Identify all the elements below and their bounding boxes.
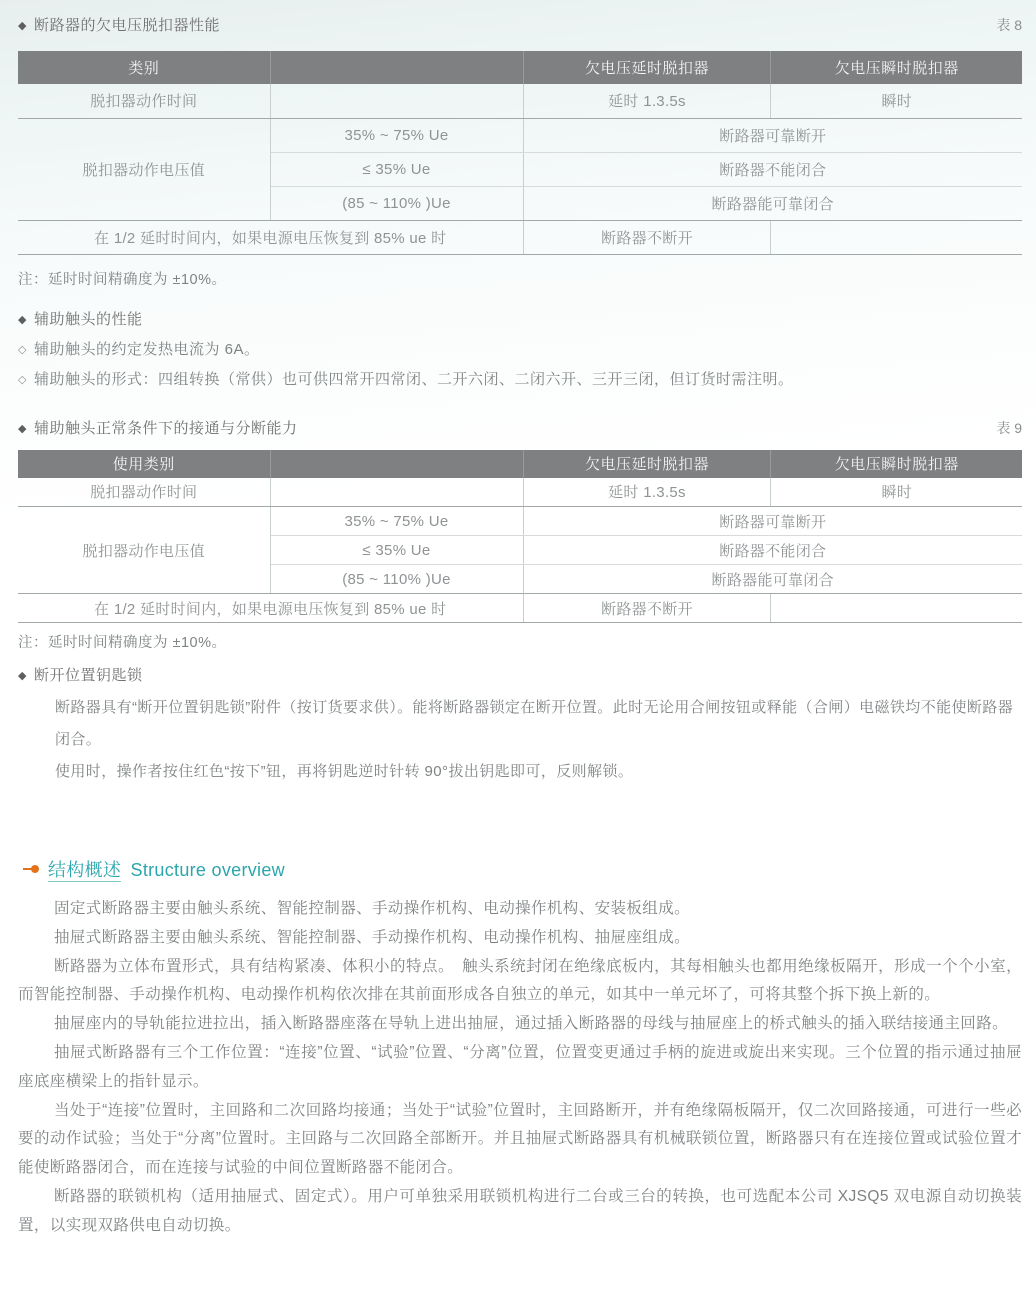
structure-paragraph: 抽屉式断路器有三个工作位置：“连接”位置、“试验”位置、“分离”位置，位置变更通过手柄的旋进或旋出来实现。三个位置的指示通过抽屉座底座横梁上的指针显示。: [18, 1043, 1022, 1090]
diamond-bullet-icon: ◆: [18, 313, 27, 326]
cell-action-time-label: 脱扣器动作时间: [18, 84, 270, 118]
table-row: [18, 594, 1022, 623]
keylock-body: [55, 692, 1022, 788]
cell-v3-condition: (85 ~ 110% )Ue: [270, 186, 523, 220]
cell-v3-result: 断路器能可靠闭合: [523, 186, 1022, 220]
section-undervoltage-title-row: [18, 14, 1022, 35]
section-undervoltage-title: [18, 14, 220, 35]
section-keylock-title: [18, 664, 1022, 685]
diamond-bullet-icon: ◆: [18, 422, 27, 435]
table-row: [18, 507, 1022, 536]
open-diamond-bullet-icon: ◇: [18, 373, 27, 386]
table9-note: 注：延时时间精确度为 ±10%。: [18, 635, 227, 651]
keylock-paragraph: 断路器具有“断开位置钥匙锁”附件（按订货要求供）。能将断路器锁定在断开位置。此时无论用合闸按钮或释能（合闸）电磁铁均不能使断路器闭合。: [55, 699, 1014, 748]
structure-title-zh: 结构概述: [48, 860, 122, 880]
aux-item-text: 辅助触头的约定发热电流为 6A。: [33, 340, 260, 358]
structure-overview-title: [48, 856, 285, 882]
cell-recover-label: 在 1/2 延时时间内，如果电源电压恢复到 85% ue 时: [18, 594, 523, 623]
structure-paragraph: 断路器的联锁机构（适用抽屉式、固定式）。用户可单独采用联锁机构进行二台或三台的转换，也可选配本公司 XJSQ5 双电源自动切换装置，以实现双路供电自动切换。: [18, 1187, 1022, 1234]
header-cell-instant-release: 欠电压瞬时脱扣器: [771, 450, 1022, 478]
table-row: [18, 118, 1022, 152]
section-title-text: 断路器的欠电压脱扣器性能: [33, 17, 220, 34]
table-header-row: [18, 450, 1022, 478]
cell-instant-value: 瞬时: [771, 84, 1022, 118]
cell-v2-condition: ≤ 35% Ue: [270, 536, 523, 565]
table-9: [18, 450, 1022, 624]
cell-delay-value: 延时 1.3.5s: [523, 478, 771, 507]
cell-recover-result: 断路器不断开: [523, 220, 771, 254]
section-aux-capacity-title-row: [18, 417, 1022, 438]
structure-overview-heading: [23, 856, 1022, 882]
header-cell-category: 类别: [18, 51, 270, 84]
header-cell-instant-release: 欠电压瞬时脱扣器: [771, 51, 1022, 84]
cell-v1-result: 断路器可靠断开: [523, 507, 1022, 536]
cell-delay-value: 延时 1.3.5s: [523, 84, 771, 118]
section-title-text: 辅助触头的性能: [33, 310, 143, 328]
section-title-text: 断开位置钥匙锁: [33, 667, 143, 684]
diamond-bullet-icon: ◆: [18, 20, 27, 32]
section-aux-capacity-title: [18, 417, 297, 438]
table8-label: 表 8: [996, 17, 1022, 33]
cell-empty: [270, 84, 523, 118]
cell-voltage-label: 脱扣器动作电压值: [18, 118, 270, 220]
cell-v2-condition: ≤ 35% Ue: [270, 152, 523, 186]
cell-action-time-label: 脱扣器动作时间: [18, 478, 270, 507]
cell-recover-label: 在 1/2 延时时间内，如果电源电压恢复到 85% ue 时: [18, 220, 523, 254]
structure-paragraph: 断路器为立体布置形式，具有结构紧凑、体积小的特点。 触头系统封闭在绝缘底板内，其每相触头也都用绝缘板隔开，形成一个个小室，而智能控制器、手动操作机构、电动操作机构依次排在其前面形成各自独立的单元，如其中一单元坏了，可将其整个拆下换上新的。: [18, 957, 1022, 1004]
table8-note: 注：延时时间精确度为 ±10%。: [18, 271, 227, 288]
cell-v3-result: 断路器能可靠闭合: [523, 565, 1022, 594]
cell-empty: [771, 220, 1022, 254]
header-cell-empty: [270, 51, 523, 84]
table-8: [18, 51, 1022, 255]
cell-v1-result: 断路器可靠断开: [523, 118, 1022, 152]
cell-v2-result: 断路器不能闭合: [523, 152, 1022, 186]
structure-paragraph: 固定式断路器主要由触头系统、智能控制器、手动操作机构、电动操作机构、安装板组成。: [54, 900, 691, 917]
header-cell-delay-release: 欠电压延时脱扣器: [523, 450, 771, 478]
cell-v1-condition: 35% ~ 75% Ue: [270, 118, 523, 152]
orange-pin-bullet-icon: [23, 865, 39, 873]
header-cell-delay-release: 欠电压延时脱扣器: [523, 51, 771, 84]
cell-v1-condition: 35% ~ 75% Ue: [270, 507, 523, 536]
aux-item: [18, 338, 1022, 359]
cell-instant-value: 瞬时: [771, 478, 1022, 507]
diamond-bullet-icon: ◆: [18, 670, 27, 682]
cell-v3-condition: (85 ~ 110% )Ue: [270, 565, 523, 594]
section-aux-title: [18, 308, 1022, 329]
cell-voltage-label: 脱扣器动作电压值: [18, 507, 270, 594]
open-diamond-bullet-icon: ◇: [18, 343, 27, 356]
table-row: [18, 220, 1022, 254]
structure-paragraph: 抽屉座内的导轨能拉进拉出，插入断路器座落在导轨上进出抽屉，通过插入断路器的母线与抽屉座上的桥式触头的插入联结接通主回路。: [54, 1015, 1009, 1033]
table9-label: 表 9: [996, 419, 1022, 436]
structure-paragraph: 当处于“连接”位置时，主回路和二次回路均接通；当处于“试验”位置时，主回路断开，并有绝缘隔板隔开，仅二次回路接通，可进行一些必要的动作试验；当处于“分离”位置时。主回路与二次回路全部断开。并且抽屉式断路器具有机械联锁位置，断路器只有在连接位置或试验位置才能使断路器闭合，而在连接与试验的中间位置断路器不能闭合。: [18, 1101, 1022, 1177]
aux-item-text: 辅助触头的形式：四组转换（常供）也可供四常开四常闭、二开六闭、二闭六开、三开三闭，但订货时需注明。: [33, 370, 794, 388]
header-cell-category: 使用类别: [18, 450, 270, 478]
structure-overview-body: [18, 895, 1022, 1241]
keylock-paragraph: 使用时，操作者按住红色“按下”钮，再将钥匙逆时针转 90°拔出钥匙即可，反则解锁。: [55, 763, 634, 780]
table-row: [18, 84, 1022, 118]
table-header-row: [18, 51, 1022, 84]
structure-title-en: Structure overview: [130, 860, 285, 880]
aux-item: [18, 368, 1022, 389]
header-cell-empty: [270, 450, 523, 478]
section-title-text: 辅助触头正常条件下的接通与分断能力: [33, 419, 298, 437]
cell-recover-result: 断路器不断开: [523, 594, 771, 623]
cell-v2-result: 断路器不能闭合: [523, 536, 1022, 565]
cell-empty: [270, 478, 523, 507]
table-row: [18, 478, 1022, 507]
cell-empty: [771, 594, 1022, 623]
structure-paragraph: 抽屉式断路器主要由触头系统、智能控制器、手动操作机构、电动操作机构、抽屉座组成。: [54, 928, 691, 946]
